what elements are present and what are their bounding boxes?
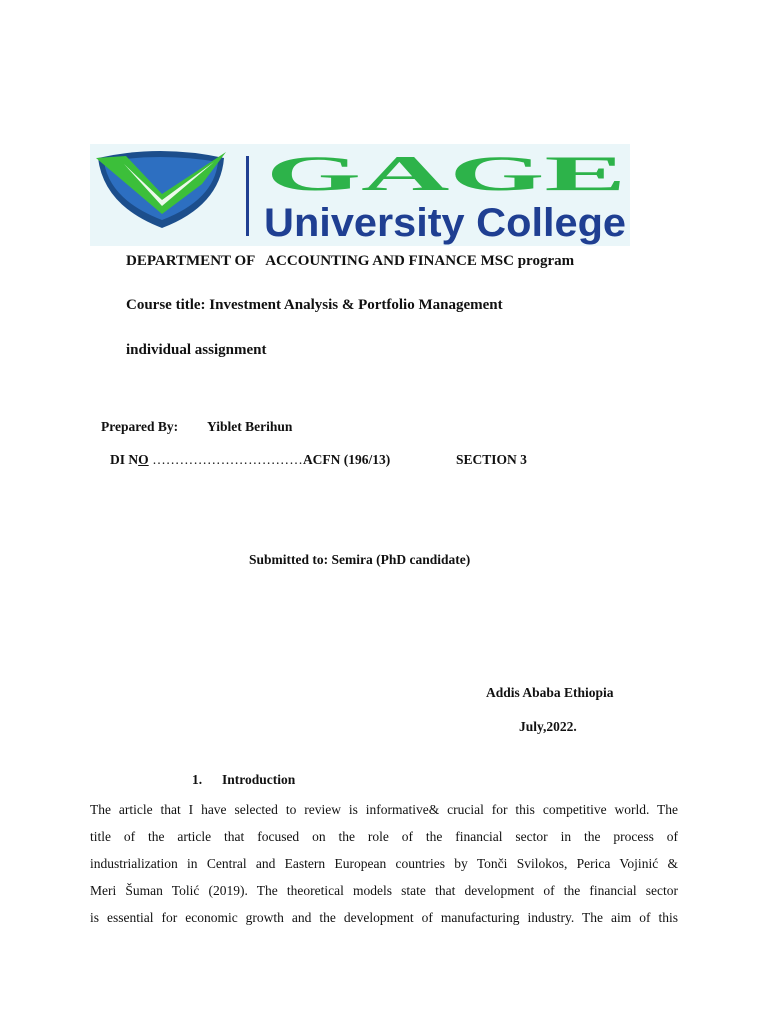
paragraph-line: The article that I have selected to review is informative& crucial for this competitive world. The	[90, 802, 678, 817]
paragraph-line: title of the article that focused on the role of the financial sector in the process of	[90, 829, 678, 844]
prepared-by-label: Prepared By:	[101, 419, 179, 434]
id-label-underlined: O	[138, 452, 149, 467]
paragraph-line: Meri Šuman Tolić (2019). The theoretical models state that development of the financial sector	[90, 883, 678, 898]
university-logo	[90, 144, 630, 246]
paragraph-line: is essential for economic growth and the development of manufacturing industry. The aim of this	[90, 910, 678, 925]
prepared-by-name: Yiblet Berihun	[207, 419, 293, 434]
paragraph-line: industrialization in Central and Eastern European countries by Tonči Svilokos, Perica Vojinić &	[90, 856, 678, 871]
introduction-paragraph	[90, 796, 678, 931]
city-location: Addis Ababa Ethiopia	[486, 685, 614, 700]
id-dots: ……………………………	[148, 452, 303, 467]
course-title: Course title: Investment Analysis & Portfolio Management	[126, 297, 503, 313]
id-value: ACFN (196/13)	[302, 452, 391, 467]
id-label-prefix: DI N	[110, 452, 139, 467]
department-heading: DEPARTMENT OF ACCOUNTING AND FINANCE MSC program	[126, 253, 575, 269]
section-title: Introduction	[222, 772, 296, 787]
submission-date: July,2022.	[519, 719, 577, 734]
id-number-line	[110, 452, 390, 468]
assignment-type: individual assignment	[126, 342, 267, 358]
section-number: 1.	[192, 772, 203, 787]
logo-brand-sub: University College	[264, 201, 626, 245]
submitted-to: Submitted to: Semira (PhD candidate)	[249, 552, 471, 567]
logo-brand-word: GAGE	[266, 145, 626, 201]
section-label: SECTION 3	[456, 452, 527, 467]
